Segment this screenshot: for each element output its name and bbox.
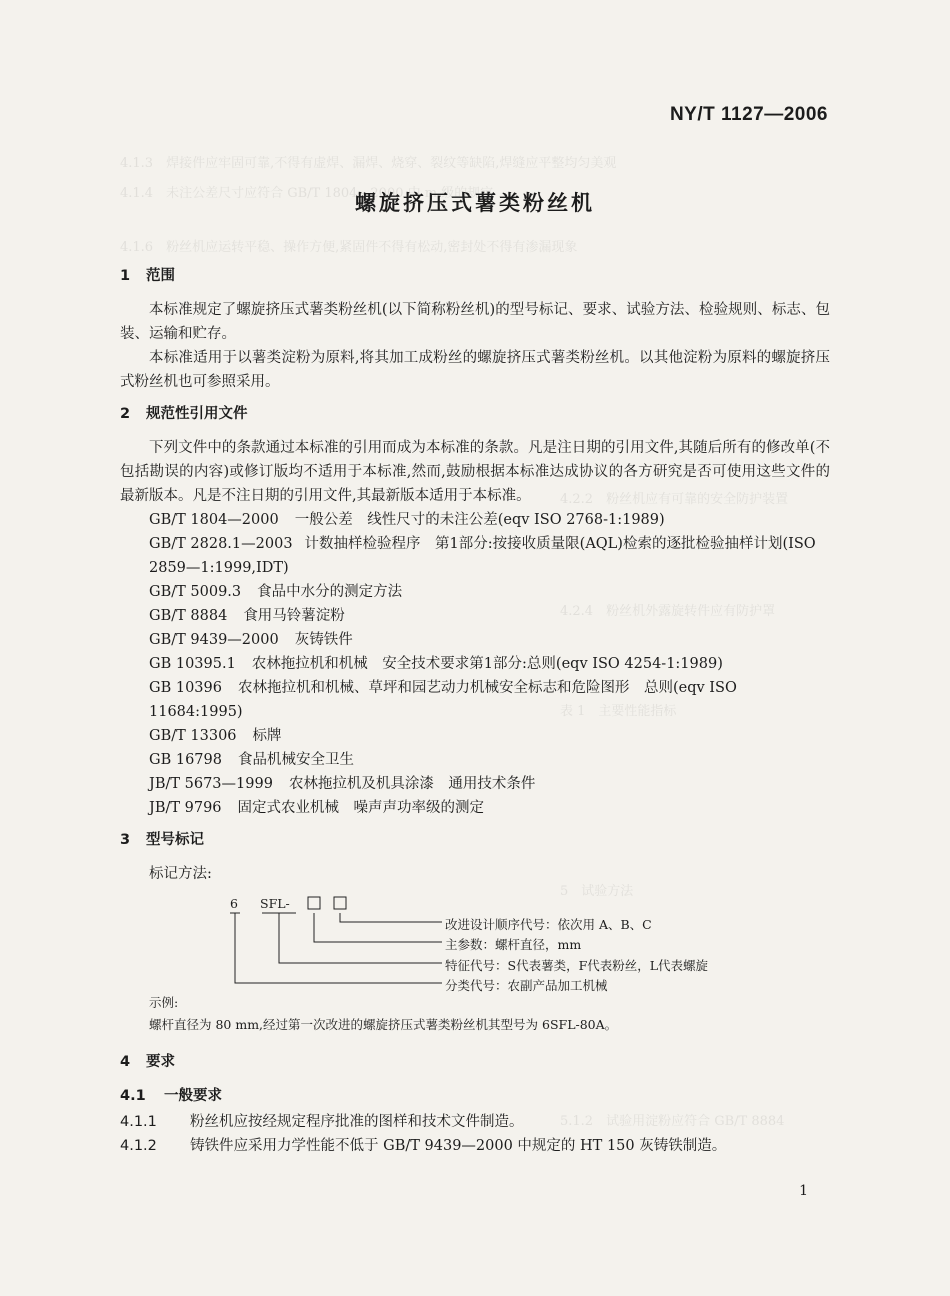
reference-item — [120, 748, 830, 772]
reference-item — [120, 532, 830, 580]
section-number: 1 — [120, 268, 131, 284]
bleed-through-texture: 4.1.3 焊接件应牢固可靠,不得有虚焊、漏焊、烧穿、裂纹等缺陷,焊缝应平整均匀美观 — [120, 156, 617, 171]
reference-code: GB/T 9439—2000 — [149, 632, 279, 648]
reference-code: GB/T 13306 — [149, 728, 237, 744]
leader-parameter — [314, 913, 442, 942]
reference-title: 农林拖拉机和机械、草坪和园艺动力机械安全标志和危险图形 总则(eqv ISO 11684:1995) — [149, 680, 737, 720]
section-3-heading — [120, 828, 830, 852]
section-title: 要求 — [146, 1054, 175, 1070]
scope-paragraph-1: 本标准规定了螺旋挤压式薯类粉丝机(以下简称粉丝机)的型号标记、要求、试验方法、检验规则、标志、包装、运输和贮存。 — [120, 302, 830, 342]
clause-text: 铸铁件应采用力学性能不低于 GB/T 9439—2000 中规定的 HT 150 灰铸铁制造。 — [190, 1138, 727, 1154]
reference-item — [120, 772, 830, 796]
section-number: 2 — [120, 406, 131, 422]
clause-number: 4.1.1 — [120, 1114, 157, 1130]
model-designation-diagram — [120, 886, 830, 993]
leader-revision — [340, 913, 442, 922]
subsection-title: 一般要求 — [164, 1088, 222, 1104]
section-title: 规范性引用文件 — [146, 406, 248, 422]
reference-code: GB 10396 — [149, 680, 222, 696]
document-title: 螺旋挤压式薯类粉丝机 — [355, 191, 595, 215]
parameter-box — [308, 897, 320, 909]
bleed-through-texture: 4.2.2 粉丝机应有可靠的安全防护装置 — [560, 492, 789, 507]
label-category: 分类代号：农副产品加工机械 — [445, 978, 608, 993]
reference-code: GB/T 2828.1—2003 — [149, 536, 293, 552]
bleed-through-texture: 表 1 主要性能指标 — [560, 704, 677, 719]
reference-title: 食用马铃薯淀粉 — [243, 608, 345, 624]
section-2-heading — [120, 402, 830, 426]
clause-4-1-2 — [120, 1134, 830, 1158]
subsection-4-1-heading — [120, 1084, 830, 1108]
reference-title: 农林拖拉机及机具涂漆 通用技术条件 — [288, 776, 536, 792]
marking-method-label: 标记方法: — [149, 866, 212, 882]
section-number: 3 — [120, 832, 131, 848]
bleed-through-texture: 4.1.6 粉丝机应运转平稳、操作方便,紧固件不得有松动,密封处不得有渗漏现象 — [120, 240, 578, 255]
reference-item — [120, 604, 830, 628]
bleed-through-texture: 4.1.4 未注公差尺寸应符合 GB/T 1804—2000 中 m 级的规定 — [120, 186, 494, 201]
label-parameter: 主参数：螺杆直径，mm — [445, 937, 582, 952]
reference-title: 灰铸铁件 — [294, 632, 353, 648]
revision-box — [334, 897, 346, 909]
reference-item — [120, 676, 830, 724]
leader-category — [235, 913, 442, 983]
bleed-through-texture: 4.2.4 粉丝机外露旋转件应有防护罩 — [560, 604, 776, 619]
reference-title: 一般公差 线性尺寸的未注公差(eqv ISO 2768-1:1989) — [294, 512, 665, 528]
standard-number: NY/T 1127—2006 — [669, 104, 828, 125]
clause-4-1-1 — [120, 1110, 830, 1134]
references-intro: 下列文件中的条款通过本标准的引用而成为本标准的条款。凡是注日期的引用文件,其随后所有的修改单(不包括勘误的内容)或修订版均不适用于本标准,然而,鼓励根据本标准达成协议的各方研究是否可使用这些文件的最新版本。凡是不注日期的引用文件,其最新版本适用于本标准。 — [120, 440, 830, 504]
clause-text: 粉丝机应按经规定程序批准的图样和技术文件制造。 — [190, 1114, 524, 1130]
section-1-heading — [120, 264, 830, 288]
reference-item — [120, 652, 830, 676]
label-feature: 特征代号：S代表薯类，F代表粉丝，L代表螺旋 — [445, 958, 709, 973]
reference-title: 农林拖拉机和机械 安全技术要求第1部分:总则(eqv ISO 4254-1:1989) — [251, 656, 723, 672]
reference-code: JB/T 5673—1999 — [149, 776, 273, 792]
reference-title: 固定式农业机械 噪声声功率级的测定 — [237, 800, 485, 816]
label-revision: 改进设计顺序代号：依次用 A、B、C — [445, 917, 652, 932]
designation-digit: 6 — [230, 896, 238, 911]
reference-item — [120, 628, 830, 652]
reference-item — [120, 724, 830, 748]
reference-code: GB/T 5009.3 — [149, 584, 242, 600]
subsection-number: 4.1 — [120, 1088, 146, 1104]
bleed-through-texture: 5.1.2 试验用淀粉应符合 GB/T 8884 — [560, 1114, 785, 1129]
document-body — [120, 256, 830, 1158]
reference-code: JB/T 9796 — [149, 800, 222, 816]
reference-title: 食品机械安全卫生 — [237, 752, 354, 768]
reference-code: GB/T 1804—2000 — [149, 512, 279, 528]
designation-code: SFL- — [260, 896, 290, 911]
reference-title: 食品中水分的测定方法 — [257, 584, 403, 600]
example-text: 螺杆直径为 80 mm,经过第一次改进的螺旋挤压式薯类粉丝机其型号为 6SFL-80A。 — [149, 1017, 618, 1032]
reference-title: 标牌 — [252, 728, 282, 744]
reference-code: GB/T 8884 — [149, 608, 228, 624]
section-4-heading — [120, 1050, 830, 1074]
section-title: 范围 — [146, 268, 175, 284]
reference-code: GB 10395.1 — [149, 656, 236, 672]
reference-item — [120, 796, 830, 820]
reference-item — [120, 580, 830, 604]
section-number: 4 — [120, 1054, 131, 1070]
example-heading: 示例: — [149, 995, 179, 1010]
section-title: 型号标记 — [146, 832, 204, 848]
bleed-through-texture: 5 试验方法 — [560, 884, 634, 899]
reference-code: GB 16798 — [149, 752, 222, 768]
leader-feature — [279, 913, 442, 963]
scope-paragraph-2: 本标准适用于以薯类淀粉为原料,将其加工成粉丝的螺旋挤压式薯类粉丝机。以其他淀粉为原料的螺旋挤压式粉丝机也可参照采用。 — [120, 350, 830, 390]
page-number: 1 — [799, 1183, 808, 1199]
reference-title: 计数抽样检验程序 第1部分:按接收质量限(AQL)检索的逐批检验抽样计划(ISO 2859—1:1999,IDT) — [149, 536, 816, 576]
reference-item — [120, 508, 830, 532]
clause-number: 4.1.2 — [120, 1138, 157, 1154]
